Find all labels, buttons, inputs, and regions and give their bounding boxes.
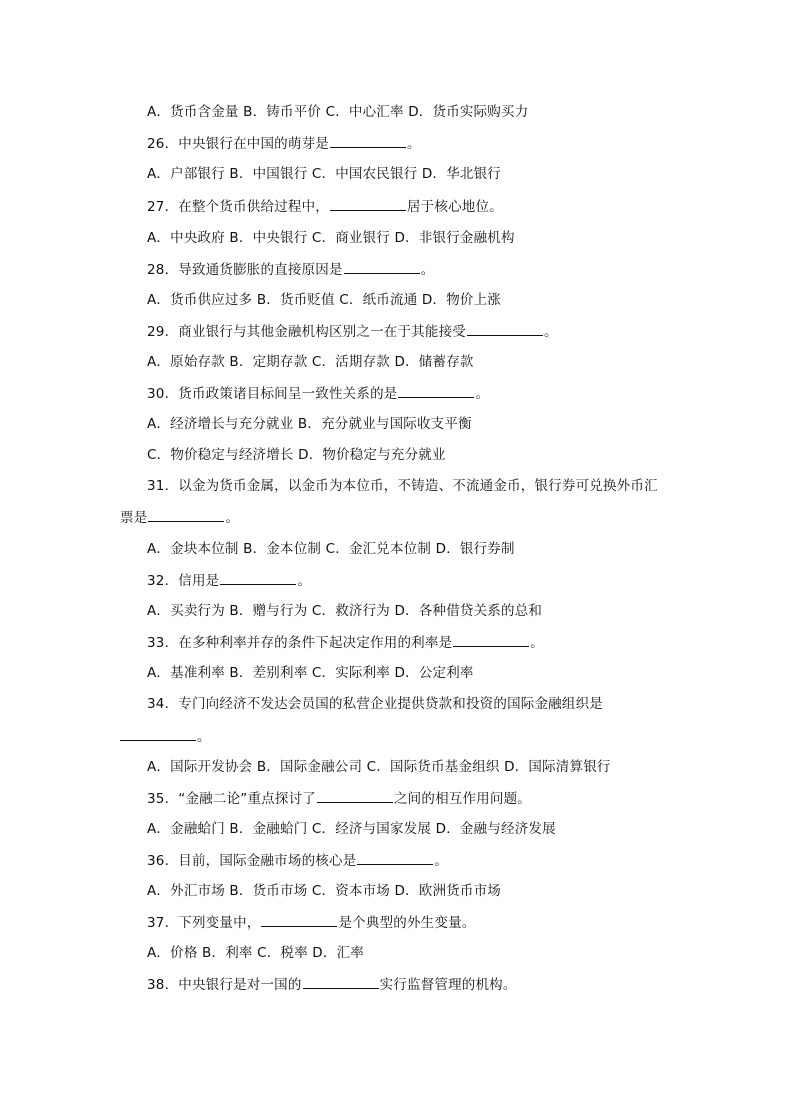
line-text: C．物价稳定与经济增长 D．物价稳定与充分就业 [147, 447, 446, 463]
line-text: A．原始存款 B．定期存款 C．活期存款 D．储蓄存款 [147, 354, 474, 370]
answer-blank [330, 196, 406, 211]
question-38 [147, 974, 700, 995]
question-26 [147, 133, 700, 154]
line-text: 36．目前，国际金融市场的核心是 [147, 853, 357, 869]
line-text: 29．商业银行与其他金融机构区别之一在于其能接受 [147, 324, 466, 340]
answer-blank [467, 321, 543, 336]
line-text: 33．在多种利率并存的条件下起决定作用的利率是 [147, 635, 453, 651]
answer-blank [120, 726, 196, 741]
line-text: A．货币含金量 B．铸币平价 C．中心汇率 D．货币实际购买力 [147, 104, 529, 120]
line-text-tail: 居于核心地位。 [406, 199, 503, 215]
answer-options-32 [147, 601, 700, 621]
line-text: A．户部银行 B．中国银行 C．中国农民银行 D．华北银行 [147, 166, 501, 182]
answer-blank [344, 259, 420, 274]
line-text: 34．专门向经济不发达会员国的私营企业提供贷款和投资的国际金融组织是 [147, 696, 603, 712]
question-30 [147, 383, 700, 404]
question-35 [147, 788, 700, 809]
question-36 [147, 850, 700, 871]
line-text-tail: 之间的相互作用问题。 [393, 791, 531, 807]
line-text: A．金融蛤门 B．金融蛤门 C．经济与国家发展 D．金融与经济发展 [147, 821, 556, 837]
line-text: 32．信用是 [147, 573, 220, 589]
question-28 [147, 259, 700, 280]
line-text: 27．在整个货币供给过程中， [147, 199, 329, 215]
question-34-line2 [120, 726, 700, 747]
question-37 [147, 912, 700, 933]
answer-options-36 [147, 881, 700, 901]
line-text-tail: 。 [543, 324, 558, 340]
answer-options-27 [147, 228, 700, 248]
answer-options-31 [147, 539, 700, 559]
line-text: 31．以金为货币金属，以金币为本位币，不铸造、不流通金币，银行券可兑换外币汇 [147, 478, 658, 494]
line-text: A．价格 B．利率 C．税率 D．汇率 [147, 945, 364, 961]
line-text: 35．“金融二论”重点探讨了 [147, 791, 316, 807]
answer-options-25 [147, 102, 700, 122]
line-text: A．外汇市场 B．货币市场 C．资本市场 D．欧洲货币市场 [147, 883, 501, 899]
answer-options-30-line2 [147, 445, 700, 465]
answer-blank [261, 912, 337, 927]
line-text-tail: 。 [530, 635, 544, 651]
question-31-line2 [120, 507, 700, 528]
answer-options-37 [147, 943, 700, 963]
question-34-line1 [147, 694, 700, 714]
line-text-tail: 。 [197, 729, 211, 745]
question-31-line1 [147, 476, 700, 496]
line-text: 37．下列变量中， [147, 915, 261, 931]
question-32 [147, 570, 700, 591]
answer-options-30-line1 [147, 414, 700, 434]
answer-blank [357, 850, 433, 865]
answer-blank [303, 974, 379, 989]
answer-options-33 [147, 663, 700, 683]
answer-options-35 [147, 819, 700, 839]
answer-blank [330, 133, 406, 148]
line-text-tail: 是个典型的外生变量。 [338, 915, 476, 931]
line-text: 票是 [120, 510, 148, 526]
answer-options-29 [147, 352, 700, 372]
answer-blank [148, 507, 224, 522]
answer-options-26 [147, 164, 700, 184]
answer-blank [317, 788, 393, 803]
answer-blank [453, 632, 529, 647]
line-text: A．金块本位制 B．金本位制 C．金汇兑本位制 D．银行券制 [147, 541, 515, 557]
line-text: A．经济增长与充分就业 B．充分就业与国际收支平衡 [147, 416, 472, 432]
line-text: A．基准利率 B．差别利率 C．实际利率 D．公定利率 [147, 665, 474, 681]
line-text: A．国际开发协会 B．国际金融公司 C．国际货币基金组织 D．国际清算银行 [147, 759, 611, 775]
line-text-tail: 。 [225, 510, 240, 526]
answer-blank [398, 383, 474, 398]
line-text: A．货币供应过多 B．货币贬值 C．纸币流通 D．物价上涨 [147, 292, 501, 308]
line-text-tail: 实行监督管理的机构。 [379, 977, 517, 993]
line-text-tail: 。 [420, 262, 435, 278]
answer-blank [220, 570, 296, 585]
question-33 [147, 632, 700, 653]
question-29 [147, 321, 700, 342]
answer-options-28 [147, 290, 700, 310]
line-text-tail: 。 [297, 573, 312, 589]
line-text: A．买卖行为 B．赠与行为 C．救济行为 D．各种借贷关系的总和 [147, 603, 543, 619]
line-text: 30．货币政策诸目标间呈一致性关系的是 [147, 386, 398, 402]
line-text: 38．中央银行是对一国的 [147, 977, 302, 993]
line-text-tail: 。 [406, 136, 421, 152]
question-27 [147, 196, 700, 217]
line-text: A．中央政府 B．中央银行 C．商业银行 D．非银行金融机构 [147, 230, 515, 246]
line-text: 26．中央银行在中国的萌芽是 [147, 136, 329, 152]
line-text-tail: 。 [475, 386, 490, 402]
line-text: 28．导致通货膨胀的直接原因是 [147, 262, 343, 278]
line-text-tail: 。 [434, 853, 449, 869]
answer-options-34 [147, 757, 700, 777]
